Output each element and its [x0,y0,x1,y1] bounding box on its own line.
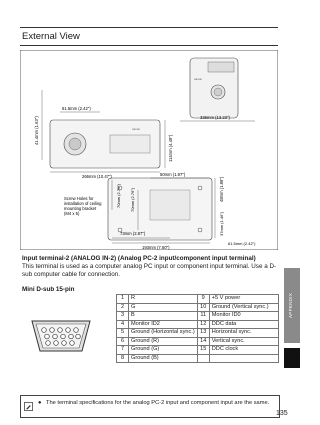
pin-signal-cell: G [129,303,198,312]
dim-d13: 61.5mm (2.42") [228,241,256,246]
dim-d4: 114mm (4.49") [168,134,173,162]
table-row [117,329,279,338]
pin-number-cell: 6 [117,337,129,346]
terminal-title: Input terminal-2 (ANALOG IN-2) (Analog PC-2 input/component input terminal) [22,255,256,262]
connector-title: Mini D-sub 15-pin [22,286,75,293]
dim-d12: 193mm (7.60") [142,245,170,250]
note-bullet: ● [38,400,42,406]
dsub-connector-icon [26,317,96,357]
projector-front-view [50,120,160,168]
table-row [117,295,279,304]
pin-number-cell: 1 [117,295,129,304]
table-row [117,312,279,321]
pin-signal-cell: Ground (Horizontal sync.) [129,329,198,338]
pin-number-cell [197,354,209,363]
svg-text:installation of ceiling: installation of ceiling [64,201,102,206]
dim-d3: 61.5mm (2.42") [62,106,91,111]
dim-d1: 336mm (13.23") [200,115,230,120]
header-rule-top [20,27,278,28]
pin-number-cell: 9 [197,295,209,304]
pin-signal-cell: +5 V power [209,295,278,304]
dim-d8: 70mm (2.76") [116,183,121,208]
note-icon [24,402,33,411]
pin-number-cell: 7 [117,346,129,355]
side-tab-marker [284,348,300,368]
page-number: 135 [276,410,288,417]
pin-signal-cell: Monitor ID2 [129,320,198,329]
projector-side-view [190,58,238,118]
pin-signal-cell: Horizontal sync. [209,329,278,338]
table-row [117,320,279,329]
note-text: The terminal specifications for the analog PC-2 input and component input are the same. [46,400,270,406]
svg-text:mounting bracket: mounting bracket [64,206,97,211]
dim-d11: 73mm (2.87") [120,231,146,236]
front-brand-text: canon [132,127,141,131]
pin-signal-cell: Monitor ID0 [209,312,278,321]
dim-d2: 41.4mm (1.63") [34,116,39,145]
pin-signal-cell: R [129,295,198,304]
pin-signal-cell: Ground (Vertical sync.) [209,303,278,312]
pin-signal-cell: DDC data [209,320,278,329]
pin-number-cell: 3 [117,312,129,321]
pin-number-cell: 8 [117,354,129,363]
pin-assignment-table [116,294,279,363]
dim-d9: 70mm (2.76") [130,187,135,212]
side-brand-text: canon [194,77,203,81]
dim-d7: 48mm (1.89") [219,176,224,202]
pin-signal-cell [209,354,278,363]
pin-number-cell: 11 [197,312,209,321]
pin-number-cell: 15 [197,346,209,355]
pin-signal-cell: B [129,312,198,321]
header-rule-bottom [20,45,278,46]
table-row [117,303,279,312]
pin-number-cell: 4 [117,320,129,329]
table-row [117,346,279,355]
pin-number-cell: 10 [197,303,209,312]
pin-signal-cell: Ground (R) [129,337,198,346]
pin-number-cell: 2 [117,303,129,312]
terminal-description: This terminal is used as a computer analog PC input or component input terminal. Use a D-sub computer cable for connection. [22,263,277,279]
appendix-side-tab-label: APPENDIX [288,292,293,318]
pin-number-cell: 12 [197,320,209,329]
pin-signal-cell: Ground (G) [129,346,198,355]
svg-text:Screw Holes for: Screw Holes for [64,196,94,201]
note-box [20,395,280,418]
external-view-figure [20,50,278,250]
pin-number-cell: 13 [197,329,209,338]
pin-signal-cell: Ground (B) [129,354,198,363]
dim-d6: 50mm (1.97") [160,172,186,177]
dim-d5: 266mm (10.47") [82,174,112,179]
pin-number-cell: 5 [117,329,129,338]
pin-number-cell: 14 [197,337,209,346]
pin-signal-cell: Vertical sync. [209,337,278,346]
table-row [117,354,279,363]
table-row [117,337,279,346]
page-title: External View [22,31,80,42]
dim-d10: 37mm (1.46") [219,211,224,236]
pin-signal-cell: DDC clock [209,346,278,355]
svg-text:(M4 x 5): (M4 x 5) [64,211,80,216]
